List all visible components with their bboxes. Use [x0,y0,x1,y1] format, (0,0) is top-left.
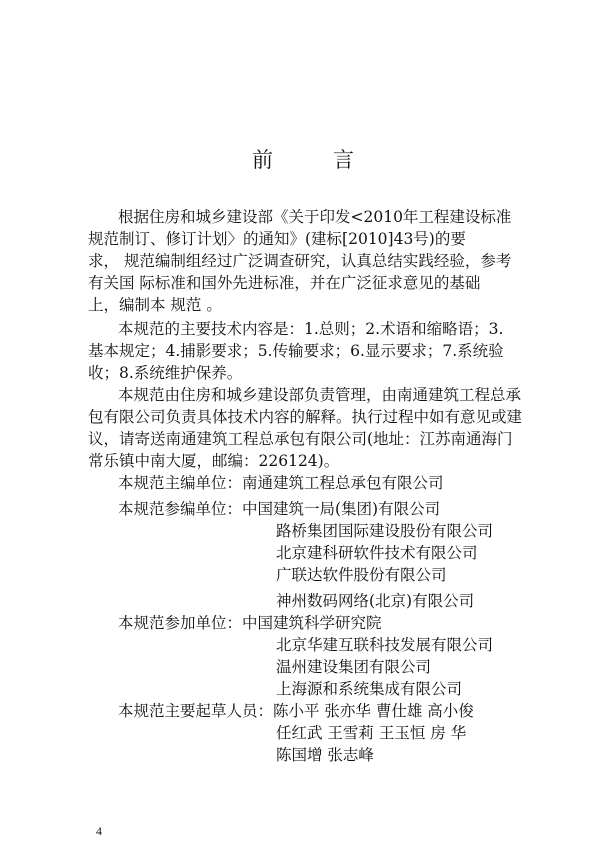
paragraph-line: 基本规定；4.捕影要求；5.传输要求；6.显示要求；7.系统验 [88,342,504,360]
paragraph-line: 根据住房和城乡建设部《关于印发<2010年工程建设标准 [118,208,512,226]
page-number: 4 [96,824,102,838]
title-char-1: 前 [252,148,273,172]
paragraph-line: 有关国 际标准和国外先进标准，并在广泛征求意见的基础 [88,274,481,292]
drafter-line: 任红武 王雪莉 王玉恒 房 华 [276,724,467,742]
participant-line: 温州建设集团有限公司 [276,658,432,676]
co-editor-line: 神州数码网络(北京)有限公司 [276,592,475,610]
co-editor-line: 北京建科研软件技术有限公司 [276,544,478,562]
co-editor-line: 广联达软件股份有限公司 [276,566,447,584]
title-char-2: 言 [333,148,354,172]
participant-line: 本规范参加单位：中国建筑科学研究院 [118,614,382,632]
paragraph-line: 本规范的主要技术内容是：1.总则；2.术语和缩略语；3. [118,320,504,338]
co-editor-line: 本规范参编单位：中国建筑一局(集团)有限公司 [118,500,441,518]
paragraph-line: 议，请寄送南通建筑工程总承包有限公司(地址：江苏南通海门 [88,430,513,448]
paragraph-line: 收；8.系统维护保养。 [88,364,243,382]
chief-editor-line: 本规范主编单位：南通建筑工程总承包有限公司 [118,474,444,492]
paragraph-line: 规范制订、修订计划〉的通知》(建标[2010]43号)的要 [88,230,466,248]
page-title [0,146,606,174]
participant-line: 北京华建互联科技发展有限公司 [276,636,494,654]
paragraph-line: 常乐镇中南大厦，邮编：226124)。 [88,452,340,470]
co-editor-line: 路桥集团国际建设股份有限公司 [276,522,494,540]
drafter-line: 本规范主要起草人员：陈小平 张亦华 曹仕雄 高小俊 [118,702,474,720]
paragraph-line: 本规范由住房和城乡建设部负责管理，由南通建筑工程总承 [118,386,522,404]
paragraph-line: 求， 规范编制组经过广泛调查研究，认真总结实践经验，参考 [88,252,512,270]
drafter-line: 陈国增 张志峰 [276,746,374,764]
participant-line: 上海源和系统集成有限公司 [276,680,463,698]
paragraph-line: 上，编制本 规范 。 [88,296,222,314]
paragraph-line: 包有限公司负责具体技术内容的解释。执行过程中如有意见或建 [88,408,523,426]
